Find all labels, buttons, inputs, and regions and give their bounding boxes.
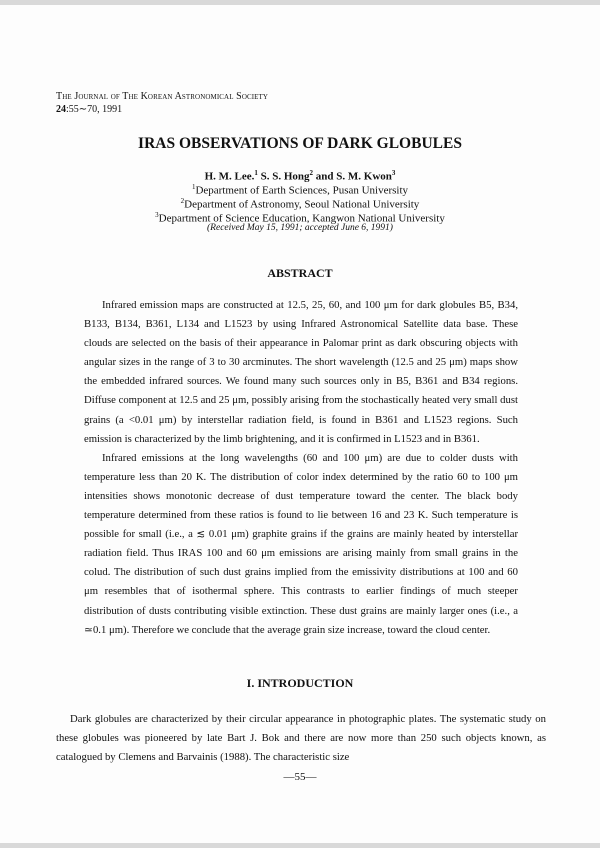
scan-edge-top	[0, 0, 600, 5]
author-1-mark: 1	[254, 169, 258, 177]
affiliation-3-text: Department of Science Education, Kangwon National University	[158, 212, 445, 225]
abstract-heading: ABSTRACT	[267, 266, 333, 280]
author-3-mark: 3	[391, 169, 396, 177]
volume-number: 24	[56, 104, 66, 115]
affiliation-2-text: Department of Astronomy, Seoul National University	[184, 198, 420, 211]
page-range: :55∼70, 1991	[66, 104, 123, 115]
paper-title: IRAS OBSERVATIONS OF DARK GLOBULES	[138, 135, 462, 152]
citation	[56, 103, 122, 116]
author-1: H. M. Lee.	[204, 170, 255, 183]
affiliation-1-mark: 1	[191, 183, 196, 191]
abstract-paragraph-1: Infrared emission maps are constructed at 12.5, 25, 60, and 100 μm for dark globules B5, B34, B133, B134, B361, L134 and L1523 by using Infrared Astronomical Satellite data base. These clouds are selected on the basis of their appearance in Palomar print as dark obscuring objects with angular sizes in the range of 3 to 30 arcminutes. The short wavelength (12.5 and 25 μm) maps show the embedded infrared sources. We found many such sources only in B5, B361 and B34 regions. Diffuse component at 12.5 and 25 μm, possibly arising from the stochastically heated very small dust grains (a <0.01 μm) by interstellar radiation field, is found in B361 and L1523 regions. Such emission is characterized by the limb brightening, and it is confirmed in L1523 and in B361.	[84, 299, 518, 445]
affiliation-1-text: Department of Earth Sciences, Pusan University	[195, 184, 409, 197]
author-3: and S. M. Kwon	[313, 170, 392, 183]
affiliation-3-mark: 3	[155, 211, 159, 219]
affiliation-2-mark: 2	[180, 197, 185, 205]
received-dates: (Received May 15, 1991; accepted June 6, 1991)	[207, 223, 393, 233]
author-2: S. S. Hong	[257, 170, 310, 183]
journal-name: The Journal of The Korean Astronomical Society	[56, 91, 269, 102]
author-2-mark: 2	[309, 169, 314, 177]
intro-heading: I. INTRODUCTION	[246, 676, 354, 690]
intro-body	[56, 710, 546, 767]
abstract-paragraph-2: Infrared emissions at the long wavelengths (60 and 100 μm) are due to colder dusts with temperature less than 20 K. The distribution of color index determined by the ratio 60 to 100 μm intensities shows monotonic decrease of dust temperature toward the center. The black body temperature determined from these ratios is found to lie between 16 and 23 K. Such temperature is possible for small (i.e., a ≲ 0.01 μm) graphite grains if the grains are mainly heated by interstellar radiation field. Thus IRAS 100 and 60 μm emissions are arising mainly from small grains in the colud. The distribution of such dust grains implied from the emissivity distributions at 100 and 60 μm resembles that of isothermal sphere. This contrasts to earlier findings of much steeper distribution of dusts contributing visible extinction. These dust grains are mainly larger ones (i.e., a ≃0.1 μm). Therefore we conclude that the average grain size increase, toward the cloud center.	[84, 451, 518, 636]
scan-edge-bottom	[0, 843, 600, 848]
page-number: —55—	[283, 771, 317, 783]
intro-paragraph: Dark globules are characterized by their circular appearance in photographic plates. The systematic study on these globules was pioneered by late Bart J. Bok and there are now more than 250 such objects known, as catalogued by Clemens and Barvainis (1988). The characteristic size	[56, 713, 546, 763]
abstract-body	[84, 296, 518, 640]
